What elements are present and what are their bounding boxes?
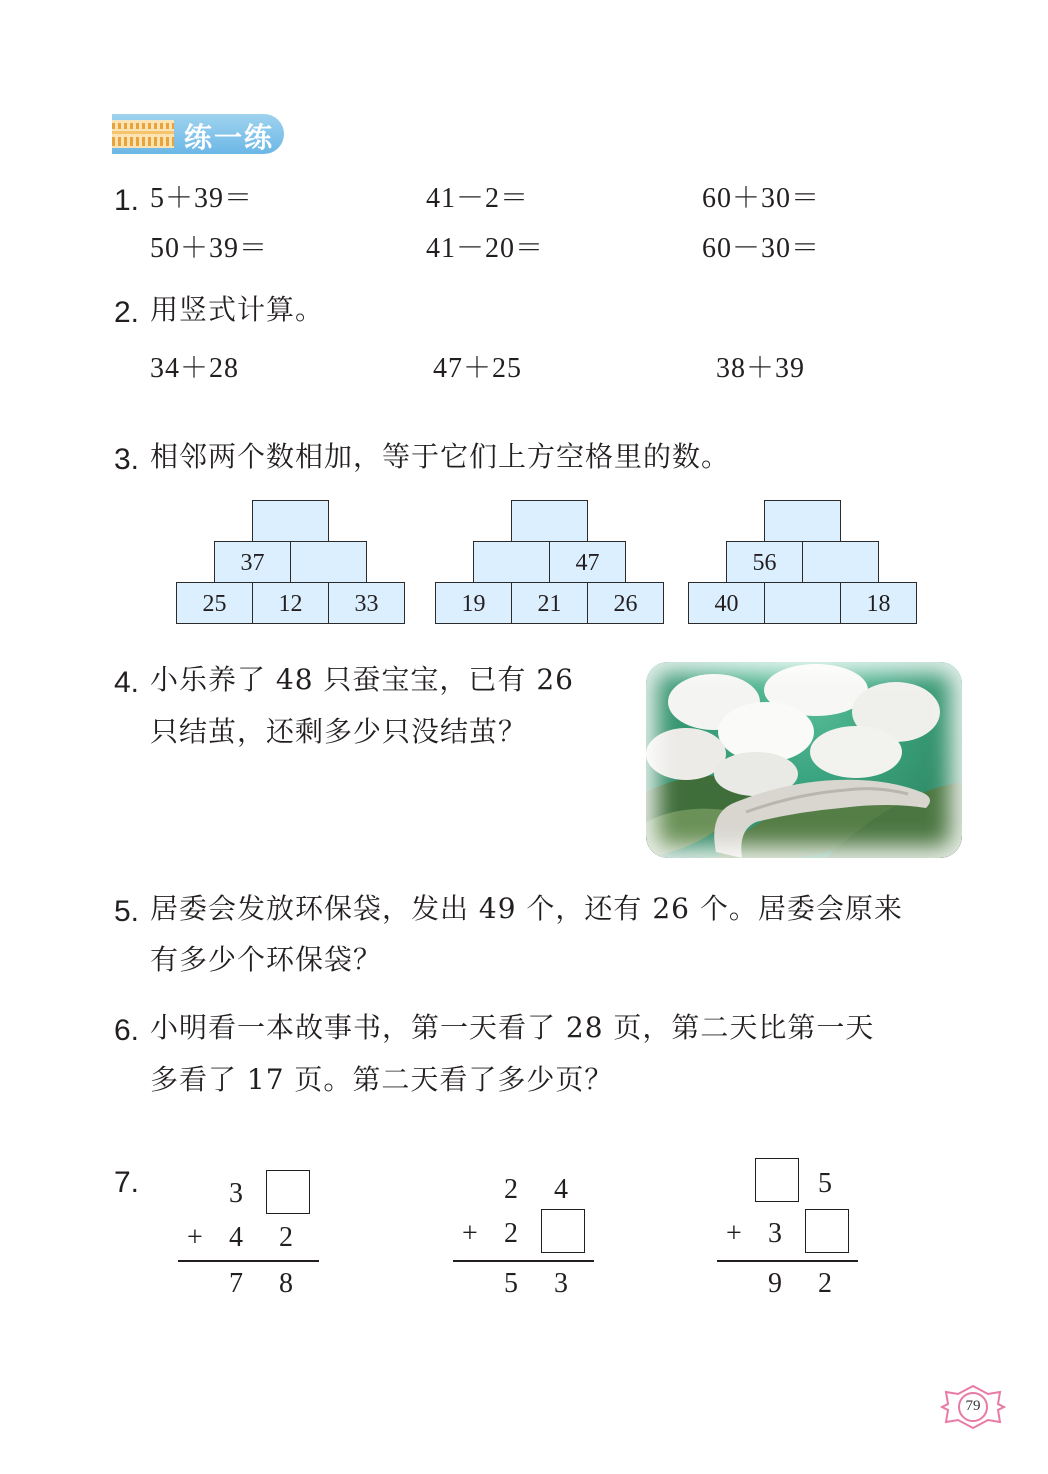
question-6-line-1: 小明看一本故事书，第一天看了 28 页，第二天比第一天 (150, 1011, 875, 1044)
q2-item-1: 34＋28 (150, 353, 240, 384)
pyramid-1-bottom-cell-3: 33 (328, 582, 405, 624)
pyramid-2-middle-cell-1[interactable] (473, 541, 550, 583)
addition-2-row2-tens: 2 (504, 1218, 518, 1249)
pyramid-1-top-cell[interactable] (252, 500, 329, 542)
pyramid-3-top-cell[interactable] (764, 500, 841, 542)
q2-item-3: 38＋39 (716, 353, 806, 384)
silkworm-cocoon-illustration (646, 662, 962, 858)
question-1-number: 1. (114, 184, 140, 217)
q2-item-2: 47＋25 (433, 353, 523, 384)
question-2-number: 2. (114, 296, 140, 329)
addition-2-plus-sign: + (462, 1218, 478, 1249)
section-title: 练一练 (184, 121, 275, 154)
addition-2-blank-box[interactable] (541, 1209, 585, 1253)
page-number: 79 (965, 1398, 981, 1414)
question-5-line-2: 有多少个环保袋？ (150, 943, 383, 976)
addition-1-result-tens: 7 (229, 1268, 243, 1299)
q1-item-4: 50＋39＝ (150, 233, 269, 264)
pyramid-2-bottom-cell-1: 19 (435, 582, 512, 624)
question-3-number: 3. (114, 443, 140, 476)
question-4-line-2: 只结茧，还剩多少只没结茧？ (150, 715, 528, 748)
question-5-number: 5. (114, 895, 140, 928)
addition-1-plus-sign: + (187, 1222, 203, 1253)
pyramid-1-bottom-cell-2: 12 (252, 582, 329, 624)
question-6-number: 6. (114, 1014, 140, 1047)
addition-2-result-tens: 5 (504, 1268, 518, 1299)
q1-item-3: 60＋30＝ (702, 183, 821, 214)
abacus-icon (112, 120, 174, 148)
q1-item-5: 41－20＝ (426, 233, 545, 264)
question-7-number: 7. (114, 1166, 140, 1199)
pyramid-3-bottom-cell-1: 40 (688, 582, 765, 624)
addition-2-row1-tens: 2 (504, 1174, 518, 1205)
addition-3-blank-box-ones[interactable] (805, 1209, 849, 1253)
addition-3-result-ones: 2 (818, 1268, 832, 1299)
pyramid-3-bottom-cell-3: 18 (840, 582, 917, 624)
question-6-line-2: 多看了 17 页。第二天看了多少页？ (150, 1063, 614, 1096)
pyramid-3-middle-cell-1: 56 (726, 541, 803, 583)
addition-1-row2-ones: 2 (279, 1222, 293, 1253)
q1-item-1: 5＋39＝ (150, 183, 254, 214)
pyramid-3-bottom-cell-2[interactable] (764, 582, 841, 624)
q1-item-2: 41－2＝ (426, 183, 530, 214)
addition-3-row2-tens: 3 (768, 1218, 782, 1249)
addition-1-blank-box[interactable] (266, 1170, 310, 1214)
addition-1-result-ones: 8 (279, 1268, 293, 1299)
addition-2-sum-line (453, 1260, 594, 1262)
addition-3-row1-ones: 5 (818, 1168, 832, 1199)
pyramid-1-bottom-cell-1: 25 (176, 582, 253, 624)
addition-1-row1-tens: 3 (229, 1178, 243, 1209)
pyramid-3-middle-cell-2[interactable] (802, 541, 879, 583)
addition-3-plus-sign: + (726, 1218, 742, 1249)
question-5-line-1: 居委会发放环保袋，发出 49 个，还有 26 个。居委会原来 (150, 892, 903, 925)
pyramid-2-top-cell[interactable] (511, 500, 588, 542)
addition-3-result-tens: 9 (768, 1268, 782, 1299)
addition-1-sum-line (178, 1260, 319, 1262)
addition-3-sum-line (717, 1260, 858, 1262)
silkworm-cocoon-photo (646, 662, 962, 858)
addition-3-blank-box-tens[interactable] (755, 1158, 799, 1202)
pyramid-2-bottom-cell-2: 21 (511, 582, 588, 624)
pyramid-1-middle-cell-1: 37 (214, 541, 291, 583)
pyramid-1-middle-cell-2[interactable] (290, 541, 367, 583)
pyramid-2-bottom-cell-3: 26 (587, 582, 664, 624)
pyramid-2-middle-cell-2: 47 (549, 541, 626, 583)
question-4-number: 4. (114, 666, 140, 699)
addition-2-row1-ones: 4 (554, 1174, 568, 1205)
question-2-text: 用竖式计算。 (150, 293, 325, 326)
question-4-line-1: 小乐养了 48 只蚕宝宝，已有 26 (150, 663, 574, 696)
addition-1-row2-tens: 4 (229, 1222, 243, 1253)
addition-2-result-ones: 3 (554, 1268, 568, 1299)
q1-item-6: 60－30＝ (702, 233, 821, 264)
question-3-text: 相邻两个数相加，等于它们上方空格里的数。 (150, 440, 731, 473)
